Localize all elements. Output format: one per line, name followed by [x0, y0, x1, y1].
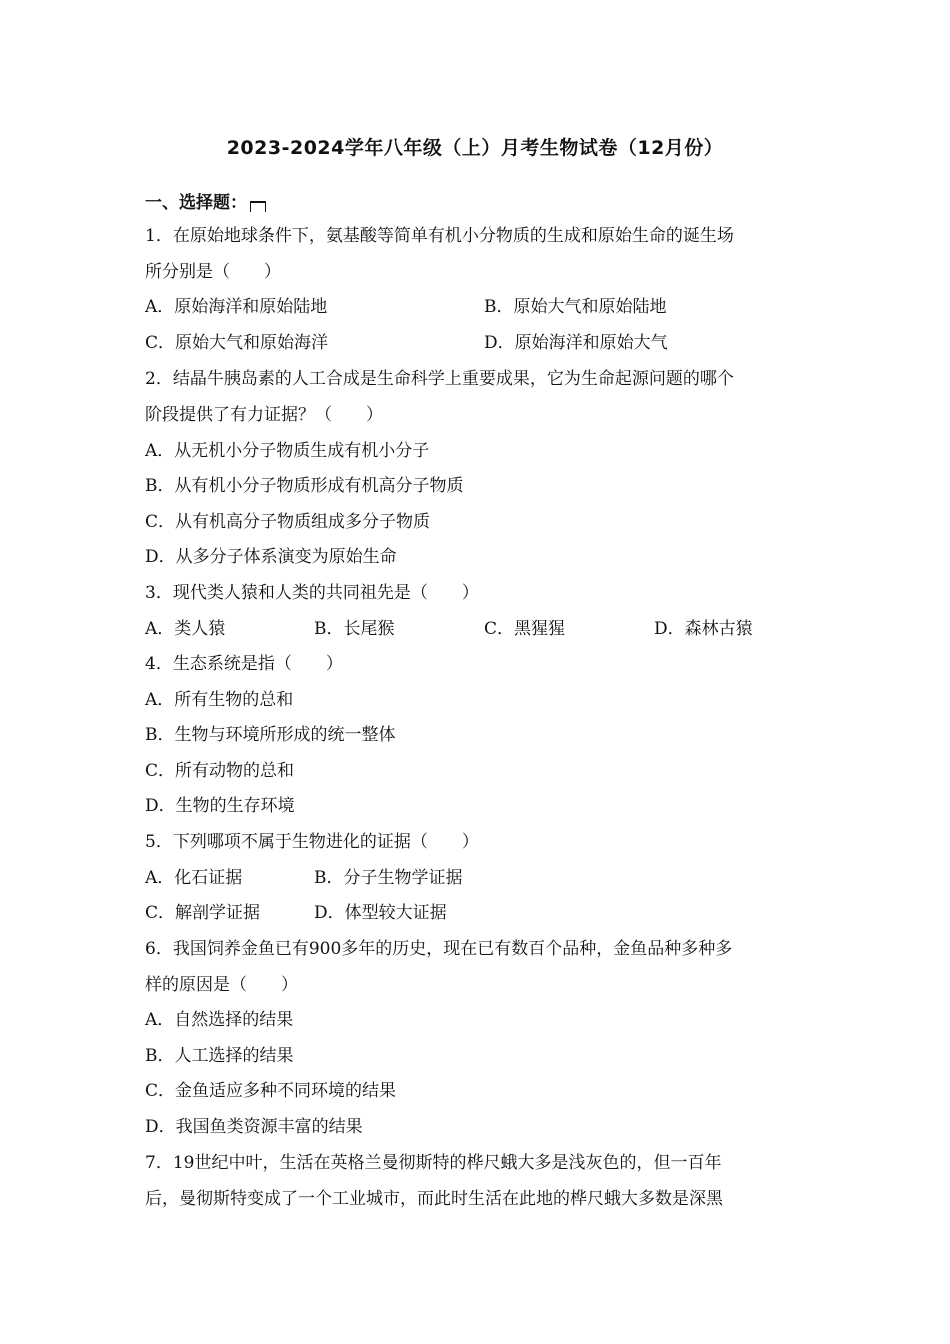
- question-1-option-a: A．原始海洋和原始陆地: [145, 297, 328, 317]
- question-4-line-1: 4．生态系统是指（ ）: [145, 654, 343, 674]
- question-4-option-d: D．生物的生存环境: [145, 796, 295, 816]
- question-3-line-1: 3．现代类人猿和人类的共同祖先是（ ）: [145, 583, 479, 603]
- question-3-option-c: C．黑猩猩: [484, 619, 566, 639]
- question-2-option-b: B．从有机小分子物质形成有机高分子物质: [145, 476, 464, 496]
- question-6-line-1: 6．我国饲养金鱼已有900多年的历史，现在已有数百个品种，金鱼品种多种多: [145, 939, 733, 959]
- cursor-mark-icon: [250, 201, 266, 212]
- question-1-option-b: B．原始大气和原始陆地: [484, 297, 667, 317]
- question-2-line-1: 2．结晶牛胰岛素的人工合成是生命科学上重要成果，它为生命起源问题的哪个: [145, 369, 734, 389]
- question-4-option-b: B．生物与环境所形成的统一整体: [145, 725, 396, 745]
- question-1-line-1: 1．在原始地球条件下，氨基酸等简单有机小分物质的生成和原始生命的诞生场: [145, 226, 734, 246]
- section-heading: [145, 188, 266, 213]
- question-6-line-2: 样的原因是（ ）: [145, 975, 298, 995]
- question-5-option-a: A．化石证据: [145, 868, 243, 888]
- question-1-option-c: C．原始大气和原始海洋: [145, 333, 329, 353]
- question-5-option-b: B．分子生物学证据: [314, 868, 463, 888]
- question-7-line-1: 7．19世纪中叶，生活在英格兰曼彻斯特的桦尺蛾大多是浅灰色的，但一百年: [145, 1153, 722, 1173]
- question-2-line-2: 阶段提供了有力证据？（ ）: [145, 405, 383, 425]
- question-3-option-d: D．森林古猿: [654, 619, 753, 639]
- question-4-option-a: A．所有生物的总和: [145, 690, 294, 710]
- question-2-option-c: C．从有机高分子物质组成多分子物质: [145, 512, 431, 532]
- page-title: 2023-2024学年八年级（上）月考生物试卷（12月份）: [226, 137, 724, 159]
- question-4-option-c: C．所有动物的总和: [145, 761, 295, 781]
- section-label: 一、选择题：: [145, 193, 247, 213]
- question-6-option-c: C．金鱼适应多种不同环境的结果: [145, 1081, 397, 1101]
- question-2-option-d: D．从多分子体系演变为原始生命: [145, 547, 397, 567]
- question-5-option-c: C．解剖学证据: [145, 903, 261, 923]
- question-1-line-2: 所分别是（ ）: [145, 262, 281, 282]
- question-5-line-1: 5．下列哪项不属于生物进化的证据（ ）: [145, 832, 479, 852]
- question-6-option-d: D．我国鱼类资源丰富的结果: [145, 1117, 363, 1137]
- question-6-option-a: A．自然选择的结果: [145, 1010, 294, 1030]
- question-3-option-a: A．类人猿: [145, 619, 226, 639]
- question-3-option-b: B．长尾猴: [314, 619, 395, 639]
- question-5-option-d: D．体型较大证据: [314, 903, 447, 923]
- question-1-option-d: D．原始海洋和原始大气: [484, 333, 668, 353]
- question-7-line-2: 后，曼彻斯特变成了一个工业城市，而此时生活在此地的桦尺蛾大多数是深黑: [145, 1189, 723, 1209]
- question-6-option-b: B．人工选择的结果: [145, 1046, 294, 1066]
- question-2-option-a: A．从无机小分子物质生成有机小分子: [145, 441, 430, 461]
